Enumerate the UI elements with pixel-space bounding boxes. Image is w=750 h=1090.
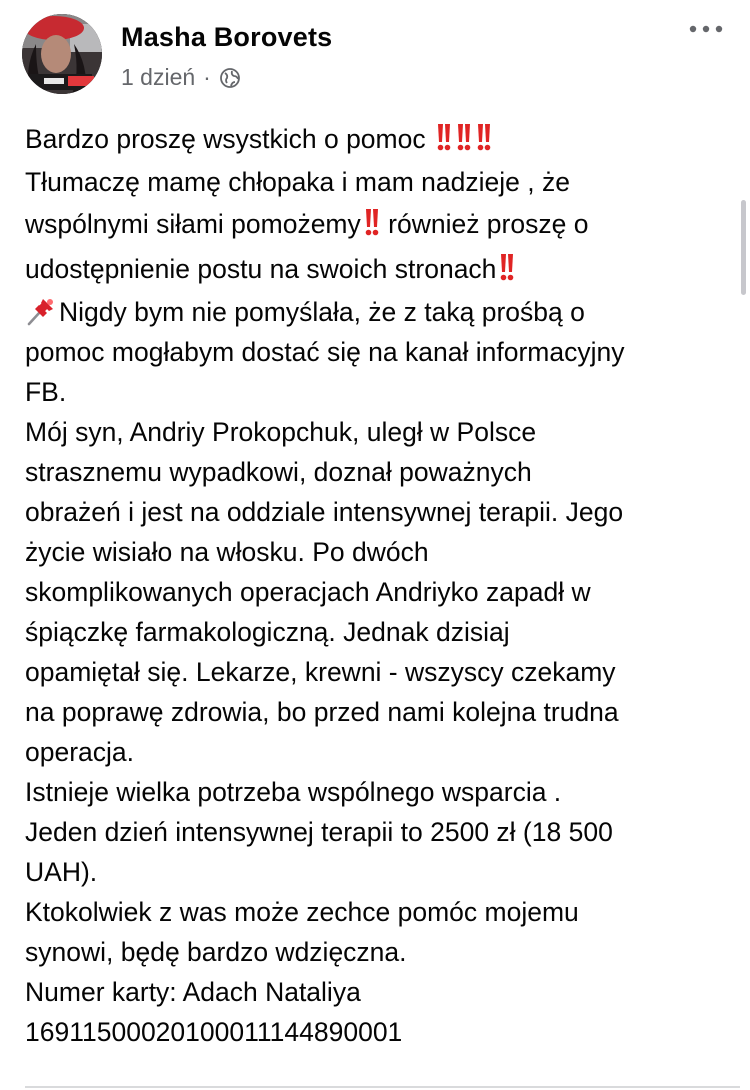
post-line <box>25 852 730 892</box>
post-line <box>25 162 730 202</box>
double-exclamation-icon <box>498 251 516 281</box>
post-text-segment: Istnieje wielka potrzeba wspólnego wsparcia . <box>25 777 562 807</box>
more-horizontal-icon <box>689 25 723 33</box>
post-text-segment: pomoc mogłabym dostać się na kanał informacyjny <box>25 337 625 367</box>
post-text-segment: Bardzo proszę wsystkich o pomoc <box>25 124 433 154</box>
post-line <box>25 452 730 492</box>
post-text-segment: wspólnymi siłami pomożemy <box>25 209 361 239</box>
post-text-segment: Ktokolwiek z was może zechce pomóc mojemu <box>25 897 579 927</box>
post-meta <box>121 64 241 91</box>
scrollbar[interactable] <box>741 200 746 295</box>
post-text <box>25 117 730 1052</box>
double-exclamation-icon <box>475 121 493 151</box>
post-text-segment: obrażeń i jest na oddziale intensywnej terapii. Jego <box>25 497 624 527</box>
post-time[interactable]: 1 dzień <box>121 64 196 90</box>
post-line <box>25 572 730 612</box>
author-avatar[interactable] <box>22 14 102 94</box>
post-line <box>25 652 730 692</box>
post-text-segment: na poprawę zdrowia, bo przed nami kolejna trudna <box>25 697 619 727</box>
post-text-segment: śpiączkę farmakologiczną. Jednak dzisiaj <box>25 617 510 647</box>
post-line <box>25 117 730 162</box>
post-line <box>25 532 730 572</box>
post-text-segment: skomplikowanych operacjach Andriyko zapadł w <box>25 577 591 607</box>
post-line <box>25 772 730 812</box>
post-text-segment: synowi, będę bardzo wdzięczna. <box>25 937 407 967</box>
post-line <box>25 202 730 247</box>
post-text-segment: FB. <box>25 377 67 407</box>
post-text-segment: strasznemu wypadkowi, doznał poważnych <box>25 457 532 487</box>
post-line <box>25 692 730 732</box>
post-text-segment: udostępnienie postu na swoich stronach <box>25 254 497 284</box>
post-line <box>25 412 730 452</box>
pushpin-icon <box>25 293 59 327</box>
post-line <box>25 372 730 412</box>
post-text-segment: Nigdy bym nie pomyślała, że z taką prośbą o <box>59 297 585 327</box>
post-text-segment: 16911500020100011144890001 <box>25 1017 403 1047</box>
post-text-segment: Tłumaczę mamę chłopaka i mam nadzieje , że <box>25 167 570 197</box>
post-line <box>25 492 730 532</box>
profile-photo <box>22 14 102 94</box>
post-header <box>22 14 722 94</box>
post-line <box>25 812 730 852</box>
post-text-segment: UAH). <box>25 857 98 887</box>
author-name[interactable]: Masha Borovets <box>121 22 333 52</box>
globe-icon <box>219 67 241 89</box>
post-text-segment: Numer karty: Adach Nataliya <box>25 977 361 1007</box>
post-line <box>25 732 730 772</box>
post-line <box>25 1012 730 1052</box>
divider <box>25 1086 740 1088</box>
post-text-segment: Mój syn, Andriy Prokopchuk, uległ w Polsce <box>25 417 537 447</box>
post-line <box>25 332 730 372</box>
double-exclamation-icon <box>363 206 381 236</box>
post-text-segment: opamiętał się. Lekarze, krewni - wszyscy czekamy <box>25 657 616 687</box>
post-line <box>25 892 730 932</box>
post-line <box>25 612 730 652</box>
post-line <box>25 972 730 1012</box>
double-exclamation-icon <box>455 121 473 151</box>
post-line <box>25 247 730 292</box>
post-text-segment: życie wisiało na włosku. Po dwóch <box>25 537 429 567</box>
meta-separator: · <box>203 64 211 90</box>
post-line <box>25 292 730 332</box>
post-line <box>25 932 730 972</box>
double-exclamation-icon <box>435 121 453 151</box>
post-text-segment: również proszę o <box>380 209 589 239</box>
post-text-segment: Jeden dzień intensywnej terapii to 2500 zł (18 500 <box>25 817 613 847</box>
more-options-button[interactable] <box>686 14 726 44</box>
post-text-segment: operacja. <box>25 737 135 767</box>
